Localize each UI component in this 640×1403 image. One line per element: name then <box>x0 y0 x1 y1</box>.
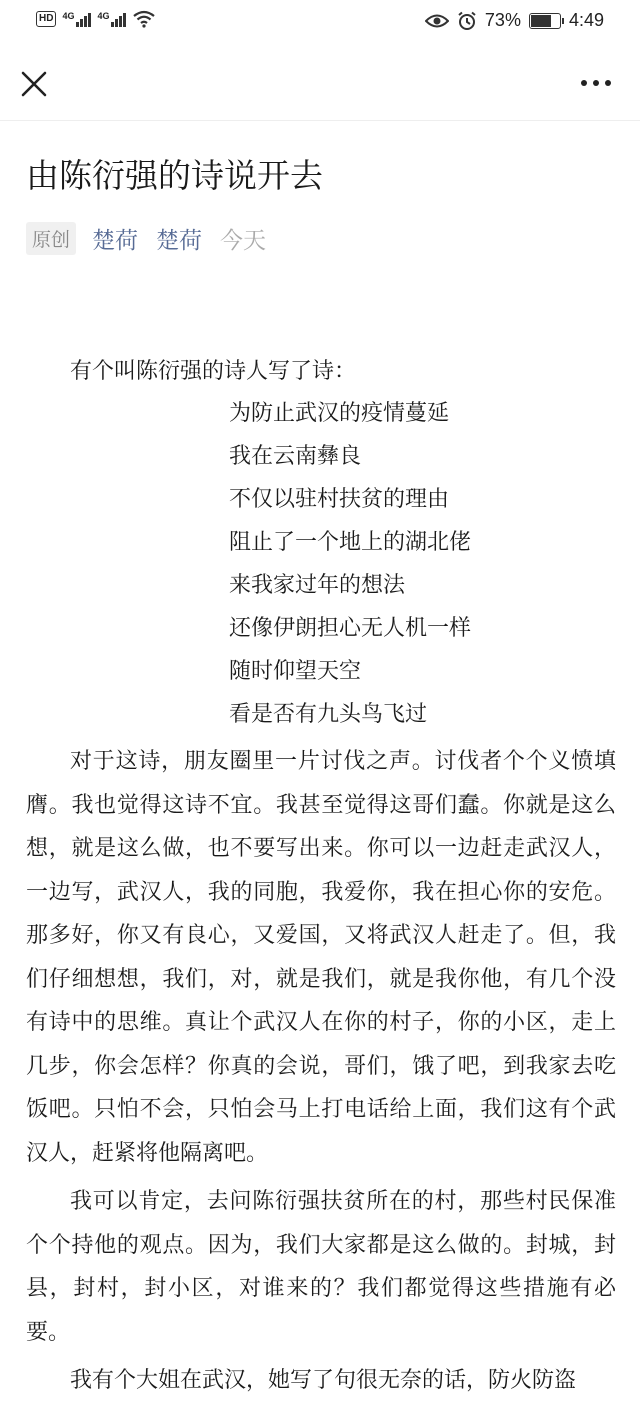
publish-date: 今天 <box>220 228 267 254</box>
signal-icon-1 <box>62 11 91 27</box>
poem-line: 还像伊朗担心无人机一样 <box>229 616 472 641</box>
more-dot-icon <box>605 80 611 86</box>
article-meta <box>26 222 266 255</box>
hd-badge: HD <box>36 11 56 27</box>
account-name-link[interactable]: 楚荷 <box>156 228 203 254</box>
body-paragraph: 我有个大姐在武汉，她写了句很无奈的话，防火防盗 <box>70 1368 577 1393</box>
battery-fill <box>531 15 551 27</box>
body-paragraph: 对于这诗，朋友圈里一片讨伐之声。讨伐者个个义愤填膺。我也觉得这诗不宜。我甚至觉得这哥们蠢。你就是这么想，就是这么做，也不要写出来。你可以一边赶走武汉人，一边写，武汉人，我的同胞，我爱你，我在担心你的安危。那多好，你又有良心，又爱国，又将武汉人赶走了。但，我们仔细想想，我们，对，就是我们，就是我你他，有几个没有诗中的思维。真让个武汉人在你的村子，你的小区，走上几步，你会怎样？你真的会说，哥们，饿了吧，到我家去吃饭吧。只怕不会，只怕会马上打电话给上面，我们这有个武汉人，赶紧将他隔离吧。 <box>26 749 616 1166</box>
eye-icon <box>425 13 449 29</box>
signal-icon-2 <box>97 11 126 27</box>
wifi-icon <box>132 10 156 28</box>
top-nav-bar <box>0 48 640 121</box>
poem <box>26 392 616 736</box>
poem-line: 随时仰望天空 <box>229 659 362 684</box>
poem-line: 为防止武汉的疫情蔓延 <box>229 401 450 426</box>
poem-line: 不仅以驻村扶贫的理由 <box>229 487 450 512</box>
clock: 4:49 <box>568 10 604 30</box>
body-paragraph: 我可以肯定，去问陈衍强扶贫所在的村，那些村民保准个个持他的观点。因为，我们大家都是这么做的。封城，封县，封村，封小区，对谁来的？我们都觉得这些措施有必要。 <box>26 1189 616 1345</box>
close-button[interactable] <box>14 64 54 104</box>
poem-line: 阻止了一个地上的湖北佬 <box>229 530 472 555</box>
author-name: 楚荷 <box>92 228 139 254</box>
poem-line: 我在云南彝良 <box>229 444 362 469</box>
status-right <box>425 10 604 31</box>
status-left <box>36 10 156 28</box>
poem-line: 看是否有九头鸟飞过 <box>229 702 428 727</box>
status-bar <box>0 0 640 44</box>
article-title: 由陈衍强的诗说开去 <box>26 156 323 195</box>
alarm-icon <box>457 11 477 31</box>
poem-line: 来我家过年的想法 <box>229 573 406 598</box>
more-options-button[interactable] <box>576 70 616 96</box>
intro-paragraph: 有个叫陈衍强的诗人写了诗： <box>70 359 357 384</box>
battery-percent: 73% <box>484 10 521 30</box>
battery-icon <box>529 13 561 29</box>
close-icon <box>14 64 54 104</box>
original-badge: 原创 <box>26 222 76 255</box>
more-dot-icon <box>581 80 587 86</box>
more-dot-icon <box>593 80 599 86</box>
article-body <box>26 352 616 1403</box>
network-type-label-1: 4G <box>62 11 75 21</box>
network-type-label-2: 4G <box>97 11 110 21</box>
